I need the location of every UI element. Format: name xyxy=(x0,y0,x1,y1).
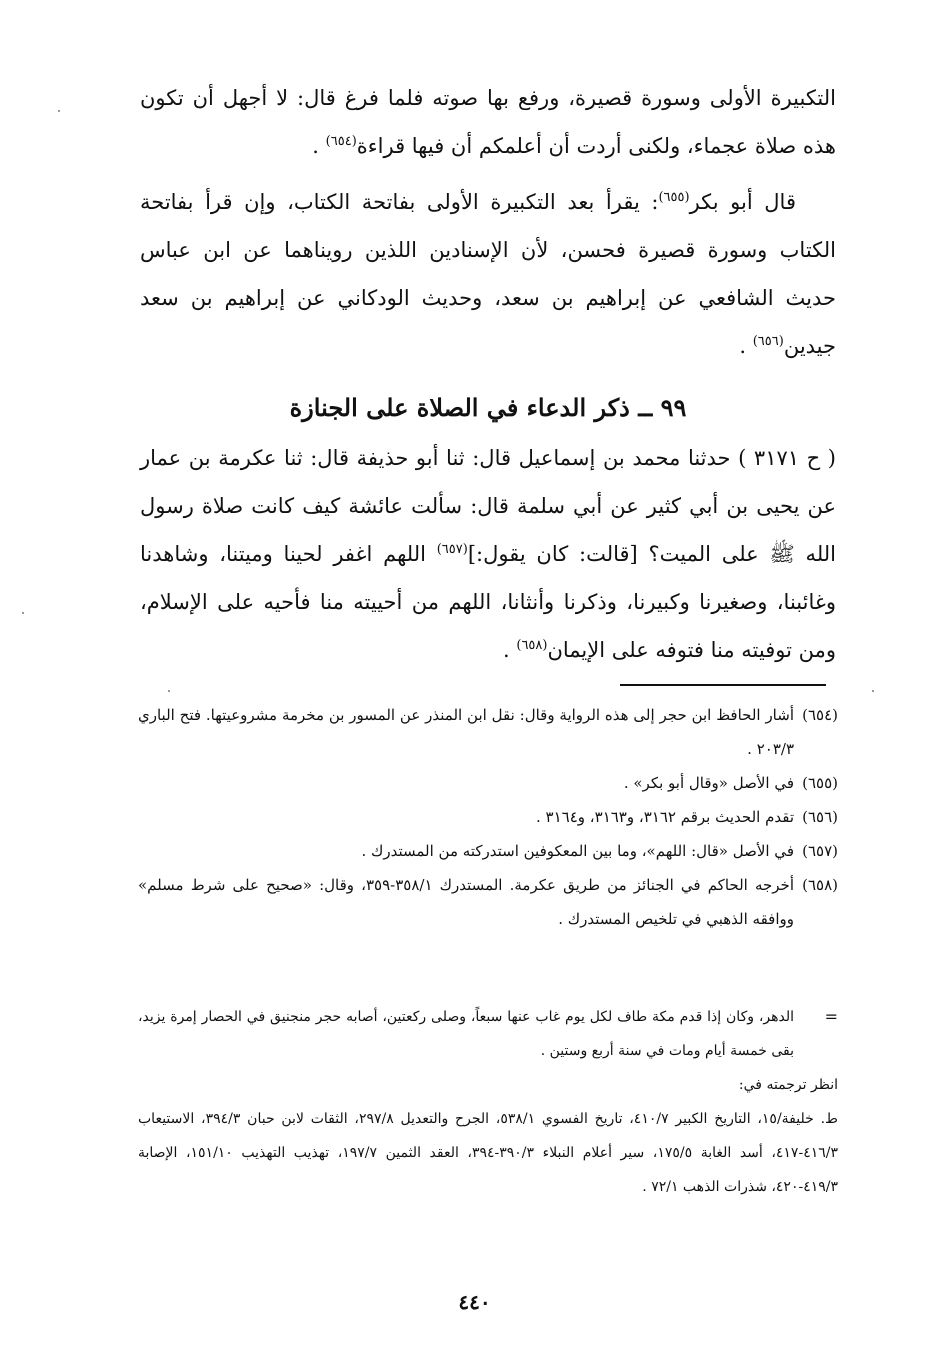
footnote-text: أخرجه الحاكم في الجنائز من طريق عكرمة. المستدرك ٣٥٨/١-٣٥٩، وقال: «صحيح على شرط مسلم» ووافقه الذهبي في تلخيص المستدرك . xyxy=(138,876,794,928)
footnote-item xyxy=(138,834,838,868)
footnote-ref-656: (٦٥٦) xyxy=(752,334,784,349)
footnote-separator xyxy=(620,684,826,686)
footnote-text: في الأصل «قال: اللهم»، وما بين المعكوفين استدركته من المستدرك . xyxy=(361,842,794,860)
continued-footnote xyxy=(138,1000,838,1204)
paragraph-2-text: : يقرأ بعد التكبيرة الأولى بفاتحة الكتاب، وإن قرأ بفاتحة الكتاب وسورة قصيرة فحسن، لأن الإسنادين اللذين رويناهما عن ابن عباس حديث الشافعي عن إبراهيم بن سعد، وحديث الودكاني عن إبراهيم بن سعد جيدين xyxy=(140,190,836,358)
footnote-label: (٦٥٧) xyxy=(802,842,838,860)
footnote-ref-655: (٦٥٥) xyxy=(658,190,690,205)
footnote-label: (٦٥٥) xyxy=(802,774,838,792)
paragraph-1 xyxy=(140,74,836,170)
footnote-item xyxy=(138,800,838,834)
paragraph-2-start: قال أبو بكر xyxy=(689,190,796,214)
paragraph-3-text-2: اللهم اغفر لحينا وميتنا، وشاهدنا وغائبنا، وصغيرنا وكبيرنا، وذكرنا وأنثانا، اللهم من أحييته منا فأحيه على الإسلام، ومن توفيته منا فتوفه على الإيمان xyxy=(140,542,836,662)
paragraph-1-text: التكبيرة الأولى وسورة قصيرة، ورفع بها صوته فلما فرغ قال: لا أجهل أن تكون هذه صلاة عجماء، ولكنى أردت أن أعلمكم أن فيها قراءة xyxy=(140,86,836,158)
footnote-ref-657: (٦٥٧) xyxy=(436,542,468,557)
see-label: انظر ترجمته في: xyxy=(738,1077,838,1093)
paragraph-1-end: . xyxy=(312,134,326,158)
footnote-ref-658: (٦٥٨) xyxy=(516,638,548,653)
scan-speck xyxy=(22,612,24,614)
page-number: ٤٤٠ xyxy=(458,1290,491,1314)
footnote-ref-654: (٦٥٤) xyxy=(325,134,357,149)
footnote-label: (٦٥٦) xyxy=(802,808,838,826)
paragraph-3-text-1: ( ح ٣١٧١ ) حدثنا محمد بن إسماعيل قال: ثنا أبو حذيفة قال: ثنا عكرمة بن عمار عن يحيى بن أبي كثير عن أبي سلمة قال: سألت عائشة كيف كانت صلاة رسول الله ﷺ على الميت؟ [قالت: كان يقول:] xyxy=(140,446,836,566)
continuation-mark: = xyxy=(824,1007,838,1026)
footnote-item xyxy=(138,698,838,766)
footnote-text: في الأصل «وقال أبو بكر» . xyxy=(623,774,794,792)
scan-speck xyxy=(168,690,170,692)
continued-footnote-text: الدهر، وكان إذا قدم مكة طاف لكل يوم غاب عنها سبعاً، وصلى ركعتين، أصابه حجر منجنيق في الحصار إمرة يزيد، بقى خمسة أيام ومات في سنة أربع وستين . xyxy=(138,1009,794,1059)
footnote-item xyxy=(138,868,838,936)
footnote-label: (٦٥٤) xyxy=(802,706,838,724)
paragraph-3 xyxy=(140,434,836,674)
paragraph-2 xyxy=(140,178,836,370)
section-title: ٩٩ ــ ذكر الدعاء في الصلاة على الجنازة xyxy=(289,393,687,422)
footnotes xyxy=(138,698,838,936)
footnote-label: (٦٥٨) xyxy=(802,876,838,894)
paragraph-3-end: . xyxy=(503,638,517,662)
footnote-text: أشار الحافظ ابن حجر إلى هذه الرواية وقال: نقل ابن المنذر عن المسور بن مخرمة مشروعيتها. فتح الباري ٢٠٣/٣ . xyxy=(138,706,794,758)
paragraph-2-end: . xyxy=(739,334,753,358)
scan-speck xyxy=(872,690,874,692)
scan-speck xyxy=(58,110,60,112)
footnote-text: تقدم الحديث برقم ٣١٦٢، و٣١٦٣، و٣١٦٤ . xyxy=(536,808,794,826)
sources-list: ط. خليفة/١٥، التاريخ الكبير ٤١٠/٧، تاريخ الفسوي ٥٣٨/١، الجرح والتعديل ٢٩٧/٨، الثقات لابن حبان ٣٩٤/٣، الاستيعاب ٤١٦/٣-٤١٧، أسد الغابة ١٧٥/٥، سير أعلام النبلاء ٣٩٠/٣-٣٩٤، العقد الثمين ١٩٧/٧، تهذيب التهذيب ١٥١/١٠، الإصابة ٤١٩/٣-٤٢٠، شذرات الذهب ٧٢/١ . xyxy=(138,1111,838,1195)
continued-footnote-row xyxy=(138,1000,838,1068)
footnote-item xyxy=(138,766,838,800)
